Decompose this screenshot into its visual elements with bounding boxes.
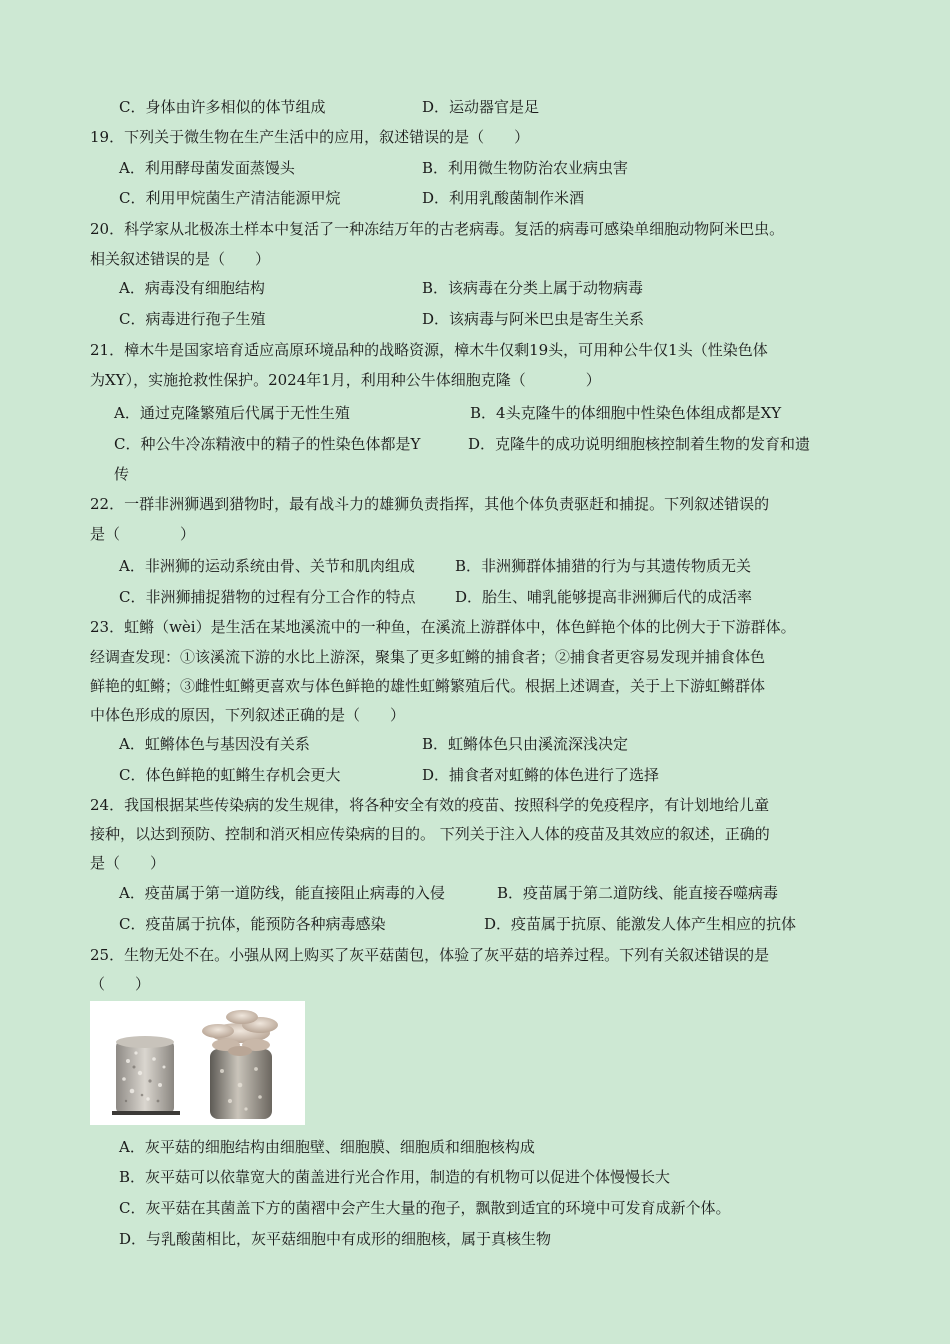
q21-stem-line2: 为XY），实施抢救性保护。2024年1月，利用种公牛体细胞克隆（ ） [90, 371, 601, 389]
q23-stem-line1: 23．虹鳉（wèi）是生活在某地溪流中的一种鱼，在溪流上游群体中，体色鲜艳个体的比例大于下游群体。 [90, 618, 796, 636]
q23-option-a: A．虹鳉体色与基因没有关系 [119, 735, 310, 753]
q25-option-b: B．灰平菇可以依靠宽大的菌盖进行光合作用，制造的有机物可以促进个体慢慢长大 [119, 1168, 671, 1186]
q21-option-a: A．通过克隆繁殖后代属于无性生殖 [114, 404, 350, 422]
q18-option-c: C．身体由许多相似的体节组成 [119, 98, 326, 116]
mushroom-bag-left [112, 1036, 180, 1115]
q18-option-d: D．运动器官是足 [422, 98, 540, 116]
q20-option-c: C．病毒进行孢子生殖 [119, 310, 266, 328]
q19-stem: 19．下列关于微生物在生产生活中的应用，叙述错误的是（ ） [90, 128, 530, 146]
q25-option-a: A．灰平菇的细胞结构由细胞壁、细胞膜、细胞质和细胞核构成 [119, 1138, 535, 1156]
q24-option-d: D．疫苗属于抗原、能激发人体产生相应的抗体 [484, 915, 797, 933]
q19-option-a: A．利用酵母菌发面蒸馒头 [119, 159, 295, 177]
q25-option-c: C．灰平菇在其菌盖下方的菌褶中会产生大量的孢子，飘散到适宜的环境中可发育成新个体。 [119, 1199, 731, 1217]
q23-option-d: D．捕食者对虹鳉的体色进行了选择 [422, 766, 660, 784]
q22-option-c: C．非洲狮捕捉猎物的过程有分工合作的特点 [119, 588, 416, 606]
q22-option-a: A．非洲狮的运动系统由骨、关节和肌肉组成 [119, 557, 415, 575]
q19-option-d: D．利用乳酸菌制作米酒 [422, 189, 585, 207]
q22-option-d: D．胎生、哺乳能够提高非洲狮后代的成活率 [455, 588, 753, 606]
q25-option-d: D．与乳酸菌相比，灰平菇细胞中有成形的细胞核，属于真核生物 [119, 1230, 552, 1248]
q23-option-b: B．虹鳉体色只由溪流深浅决定 [422, 735, 629, 753]
q22-stem-line1: 22．一群非洲狮遇到猎物时，最有战斗力的雄狮负责指挥，其他个体负责驱赶和捕捉。下列叙述错误的 [90, 495, 770, 513]
q25-stem-line2: （ ） [90, 975, 151, 993]
q23-stem-line3: 鲜艳的虹鳉；③雌性虹鳉更喜欢与体色鲜艳的雄性虹鳉繁殖后代。根据上述调查，关于上下游虹鳉群体 [90, 677, 766, 695]
q22-option-b: B．非洲狮群体捕猎的行为与其遗传物质无关 [455, 557, 752, 575]
q21-option-b: B．4头克隆牛的体细胞中性染色体组成都是XY [470, 404, 782, 422]
q24-option-c: C．疫苗属于抗体，能预防各种病毒感染 [119, 915, 386, 933]
q20-option-d: D．该病毒与阿米巴虫是寄生关系 [422, 310, 645, 328]
q19-option-b: B．利用微生物防治农业病虫害 [422, 159, 629, 177]
q24-option-b: B．疫苗属于第二道防线、能直接吞噬病毒 [497, 884, 779, 902]
q24-option-a: A．疫苗属于第一道防线，能直接阻止病毒的入侵 [119, 884, 445, 902]
q25-stem-line1: 25．生物无处不在。小强从网上购买了灰平菇菌包，体验了灰平菇的培养过程。下列有关叙述错误的是 [90, 946, 770, 964]
q24-stem-line1: 24．我国根据某些传染病的发生规律，将各种安全有效的疫苗、按照科学的免疫程序，有计划地给儿童 [90, 796, 770, 814]
q21-option-d-line2: 传 [114, 465, 130, 483]
q20-stem-line1: 20．科学家从北极冻土样本中复活了一种冻结万年的古老病毒。复活的病毒可感染单细胞动物阿米巴虫。 [90, 220, 785, 238]
q23-stem-line2: 经调查发现：①该溪流下游的水比上游深，聚集了更多虹鳉的捕食者；②捕食者更容易发现并捕食体色 [90, 648, 766, 666]
q24-stem-line2: 接种，以达到预防、控制和消灭相应传染病的目的。 下列关于注入人体的疫苗及其效应的叙述，正确的 [90, 825, 770, 843]
q20-option-a: A．病毒没有细胞结构 [119, 279, 265, 297]
mushroom-bag-right [202, 1010, 278, 1119]
q21-option-c: C．种公牛冷冻精液中的精子的性染色体都是Y [114, 435, 421, 453]
q20-option-b: B．该病毒在分类上属于动物病毒 [422, 279, 644, 297]
q24-stem-line3: 是（ ） [90, 854, 166, 872]
q21-option-d-line1: D．克隆牛的成功说明细胞核控制着生物的发育和遗 [468, 435, 811, 453]
q23-option-c: C．体色鲜艳的虹鳉生存机会更大 [119, 766, 341, 784]
q22-stem-line2: 是（ ） [90, 525, 196, 543]
q20-stem-line2: 相关叙述错误的是（ ） [90, 250, 271, 268]
q21-stem-line1: 21．樟木牛是国家培育适应高原环境品种的战略资源，樟木牛仅剩19头，可用种公牛仅1头（性染色体 [90, 341, 768, 359]
mushroom-illustration [90, 1001, 305, 1125]
mushroom-figure [90, 1001, 305, 1125]
q19-option-c: C．利用甲烷菌生产清洁能源甲烷 [119, 189, 341, 207]
q23-stem-line4: 中体色形成的原因，下列叙述正确的是（ ） [90, 706, 406, 724]
